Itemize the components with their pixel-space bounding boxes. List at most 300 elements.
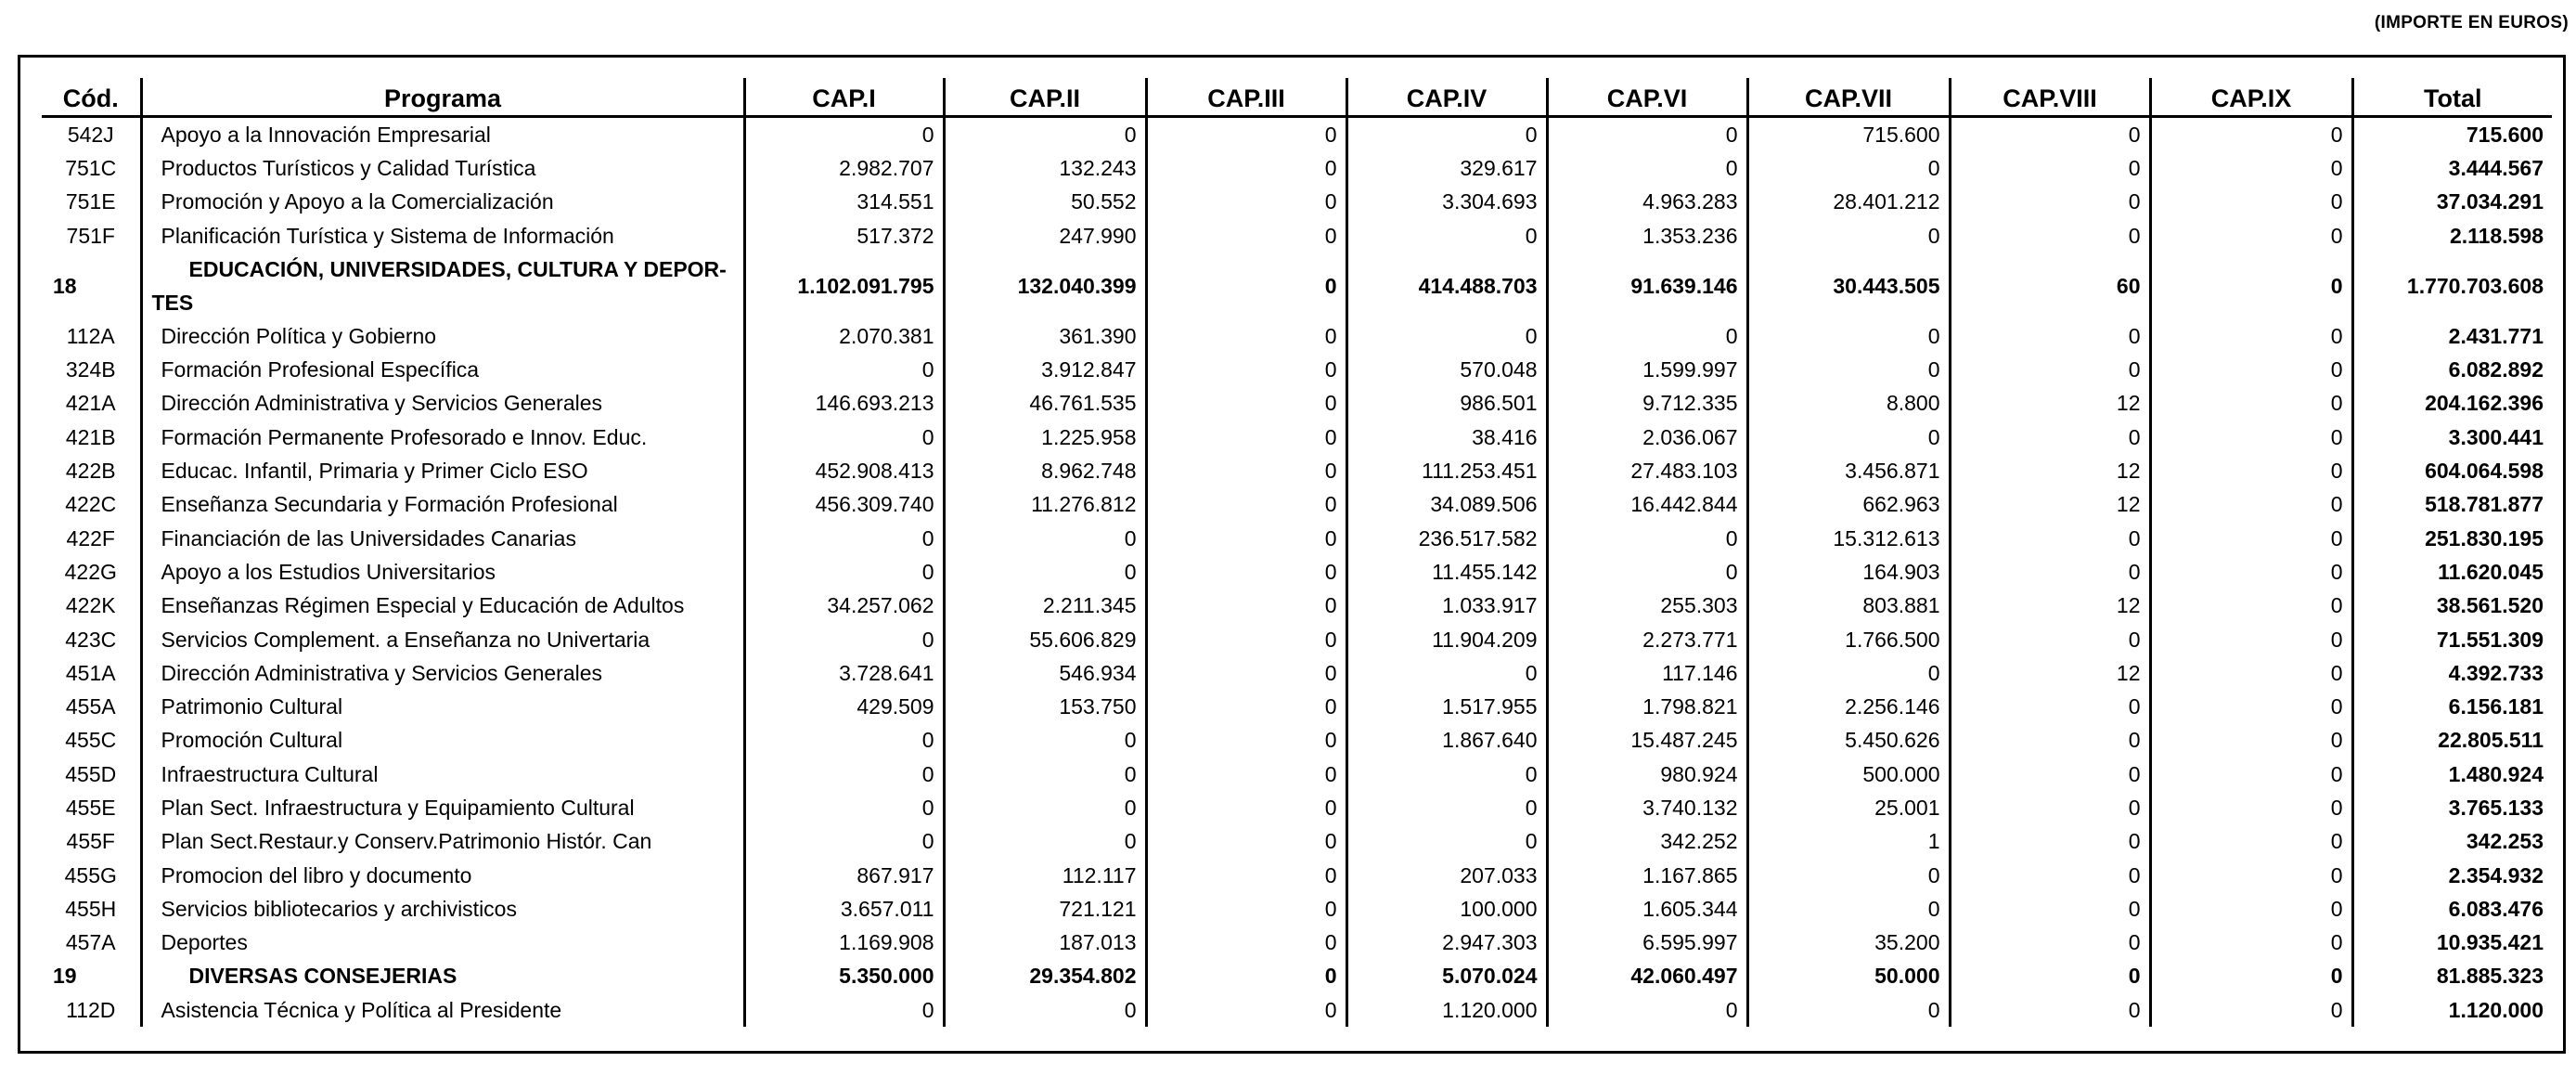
cap-iii-value: 0 [1146, 117, 1346, 152]
cap-viii-value: 60 [1950, 253, 2150, 319]
cap-viii-value: 0 [1950, 319, 2150, 353]
col-cap-iv-header: CAP.IV [1346, 78, 1547, 117]
cap-viii-value: 0 [1950, 353, 2150, 386]
cap-i-value: 867.917 [744, 859, 944, 892]
table-row [42, 353, 2552, 386]
table-row [42, 690, 2552, 723]
cap-ii-value: 0 [944, 555, 1146, 589]
total-value: 10.935.421 [2436, 930, 2544, 955]
cap-vii-value: 28.401.212 [1747, 186, 1950, 219]
cap-viii-value: 0 [1950, 219, 2150, 253]
table-row [42, 454, 2552, 487]
cap-iv-value: 11.904.209 [1346, 623, 1547, 656]
table-row [42, 758, 2552, 791]
program-code: 18 [42, 253, 141, 319]
cap-iii-value: 0 [1146, 791, 1346, 824]
program-code: 421B [42, 421, 141, 454]
cap-ii-value: 361.390 [944, 319, 1146, 353]
cap-iv-value: 0 [1346, 791, 1547, 824]
program-code: 455H [42, 892, 141, 926]
program-name: Enseñanza Secundaria y Formación Profesional [141, 488, 744, 522]
cap-vi-value: 91.639.146 [1547, 253, 1747, 319]
program-name: Formación Permanente Profesorado e Innov. Educ. [141, 421, 744, 454]
cap-viii-value: 0 [1950, 926, 2150, 960]
cap-iii-value: 0 [1146, 454, 1346, 487]
program-name: Deportes [141, 926, 744, 960]
cap-vii-value: 2.256.146 [1747, 690, 1950, 723]
section-row [42, 960, 2552, 993]
total-value: 6.083.476 [2448, 896, 2544, 921]
table-row [42, 656, 2552, 690]
table-row [42, 117, 2552, 152]
cap-vi-value: 2.036.067 [1547, 421, 1747, 454]
cap-iii-value: 0 [1146, 488, 1346, 522]
cap-viii-value: 0 [1950, 186, 2150, 219]
total-value: 2.431.771 [2448, 323, 2544, 348]
cap-iv-value: 2.947.303 [1346, 926, 1547, 960]
col-programa-header: Programa [141, 78, 744, 117]
section-name: DIVERSAS CONSEJERIAS [141, 960, 744, 993]
cap-vii-value: 1.766.500 [1747, 623, 1950, 656]
cap-ix-value: 0 [2150, 623, 2352, 656]
cap-iv-value: 570.048 [1346, 353, 1547, 386]
cap-ix-value: 0 [2150, 825, 2352, 859]
cap-vii-value: 0 [1747, 993, 1950, 1027]
col-cap-iii-header: CAP.III [1146, 78, 1346, 117]
cap-ix-value: 0 [2150, 758, 2352, 791]
cap-iv-value: 0 [1346, 656, 1547, 690]
cap-viii-value: 0 [1950, 758, 2150, 791]
cap-ix-value: 0 [2150, 993, 2352, 1027]
cap-iv-value: 38.416 [1346, 421, 1547, 454]
cap-vii-value: 8.800 [1747, 387, 1950, 421]
budget-table [42, 78, 2552, 1027]
cap-vii-value: 164.903 [1747, 555, 1950, 589]
program-name: Plan Sect.Restaur.y Conserv.Patrimonio Histór. Can [141, 825, 744, 859]
cap-vi-value: 0 [1547, 993, 1747, 1027]
cap-iv-value: 1.033.917 [1346, 589, 1547, 623]
total-value: 715.600 [2466, 122, 2544, 147]
cap-i-value: 0 [744, 623, 944, 656]
cap-iv-value: 11.455.142 [1346, 555, 1547, 589]
col-cap-ii-header: CAP.II [944, 78, 1146, 117]
total-value: 11.620.045 [2438, 559, 2544, 584]
cap-iii-value: 0 [1146, 319, 1346, 353]
cap-viii-value: 0 [1950, 993, 2150, 1027]
total-value: 71.551.309 [2436, 627, 2544, 652]
cap-ii-value: 112.117 [944, 859, 1146, 892]
program-name: Formación Profesional Específica [141, 353, 744, 386]
cap-viii-value: 0 [1950, 825, 2150, 859]
table-row [42, 926, 2552, 960]
cap-ii-value: 0 [944, 758, 1146, 791]
table-row [42, 825, 2552, 859]
cap-ii-value: 0 [944, 791, 1146, 824]
cap-vi-value: 0 [1547, 319, 1747, 353]
table-row [42, 421, 2552, 454]
cap-iv-value: 0 [1346, 117, 1547, 152]
col-cap-ix-header: CAP.IX [2150, 78, 2352, 117]
program-code: 324B [42, 353, 141, 386]
cap-iii-value: 0 [1146, 892, 1346, 926]
cap-ii-value: 132.040.399 [944, 253, 1146, 319]
table-row [42, 219, 2552, 253]
cap-ix-value: 0 [2150, 353, 2352, 386]
cap-ii-value: 1.225.958 [944, 421, 1146, 454]
program-code: 112D [42, 993, 141, 1027]
program-code: 542J [42, 117, 141, 152]
total-value: 251.830.195 [2425, 525, 2544, 550]
cap-i-value: 0 [744, 791, 944, 824]
cap-iii-value: 0 [1146, 993, 1346, 1027]
program-code: 422C [42, 488, 141, 522]
cap-ix-value: 0 [2150, 892, 2352, 926]
cap-ix-value: 0 [2150, 186, 2352, 219]
cap-iii-value: 0 [1146, 589, 1346, 623]
cap-iv-value: 414.488.703 [1346, 253, 1547, 319]
program-code: 421A [42, 387, 141, 421]
cap-vii-value: 0 [1747, 421, 1950, 454]
cap-viii-value: 0 [1950, 892, 2150, 926]
table-row [42, 319, 2552, 353]
cap-i-value: 314.551 [744, 186, 944, 219]
section-name: EDUCACIÓN, UNIVERSIDADES, CULTURA Y DEPOR-TES [141, 253, 744, 319]
program-code: 457A [42, 926, 141, 960]
cap-vi-value: 117.146 [1547, 656, 1747, 690]
total-value: 3.444.567 [2448, 155, 2544, 180]
total-value: 204.162.396 [2425, 391, 2544, 416]
cap-ix-value: 0 [2150, 656, 2352, 690]
cap-viii-value: 12 [1950, 488, 2150, 522]
program-code: 422K [42, 589, 141, 623]
program-name: Apoyo a los Estudios Universitarios [141, 555, 744, 589]
cap-vi-value: 1.605.344 [1547, 892, 1747, 926]
cap-ii-value: 0 [944, 993, 1146, 1027]
cap-vi-value: 16.442.844 [1547, 488, 1747, 522]
cap-viii-value: 0 [1950, 791, 2150, 824]
cap-i-value: 1.169.908 [744, 926, 944, 960]
cap-i-value: 452.908.413 [744, 454, 944, 487]
cap-viii-value: 0 [1950, 690, 2150, 723]
cap-ix-value: 0 [2150, 555, 2352, 589]
program-name: Promoción Cultural [141, 724, 744, 758]
table-row [42, 555, 2552, 589]
total-value: 2.354.932 [2448, 862, 2544, 887]
program-name: Infraestructura Cultural [141, 758, 744, 791]
cap-iii-value: 0 [1146, 960, 1346, 993]
program-name: Enseñanzas Régimen Especial y Educación de Adultos [141, 589, 744, 623]
table-row [42, 859, 2552, 892]
cap-ii-value: 132.243 [944, 151, 1146, 185]
col-cap-viii-header: CAP.VIII [1950, 78, 2150, 117]
cap-viii-value: 0 [1950, 960, 2150, 993]
cap-viii-value: 12 [1950, 387, 2150, 421]
cap-iii-value: 0 [1146, 758, 1346, 791]
cap-viii-value: 0 [1950, 117, 2150, 152]
cap-i-value: 146.693.213 [744, 387, 944, 421]
total-value: 81.885.323 [2436, 964, 2544, 989]
cap-iii-value: 0 [1146, 387, 1346, 421]
cap-iv-value: 329.617 [1346, 151, 1547, 185]
program-code: 751F [42, 219, 141, 253]
cap-i-value: 2.070.381 [744, 319, 944, 353]
cap-iii-value: 0 [1146, 926, 1346, 960]
cap-iv-value: 1.517.955 [1346, 690, 1547, 723]
cap-vii-value: 0 [1747, 656, 1950, 690]
program-name: Apoyo a la Innovación Empresarial [141, 117, 744, 152]
unit-note: (IMPORTE EN EUROS) [2374, 13, 2569, 32]
cap-vii-value: 35.200 [1747, 926, 1950, 960]
program-code: 455C [42, 724, 141, 758]
cap-vi-value: 0 [1547, 151, 1747, 185]
cap-i-value: 0 [744, 353, 944, 386]
cap-iii-value: 0 [1146, 353, 1346, 386]
program-code: 455D [42, 758, 141, 791]
cap-iii-value: 0 [1146, 825, 1346, 859]
col-cap-vi-header: CAP.VI [1547, 78, 1747, 117]
program-code: 112A [42, 319, 141, 353]
cap-vii-value: 50.000 [1747, 960, 1950, 993]
cap-iv-value: 1.120.000 [1346, 993, 1547, 1027]
cap-ii-value: 153.750 [944, 690, 1146, 723]
cap-viii-value: 12 [1950, 656, 2150, 690]
cap-viii-value: 0 [1950, 555, 2150, 589]
program-code: 751C [42, 151, 141, 185]
cap-iii-value: 0 [1146, 522, 1346, 555]
cap-vii-value: 0 [1747, 219, 1950, 253]
cap-vi-value: 1.599.997 [1547, 353, 1747, 386]
cap-i-value: 0 [744, 117, 944, 152]
col-cap-vii-header: CAP.VII [1747, 78, 1950, 117]
program-code: 19 [42, 960, 141, 993]
cap-iii-value: 0 [1146, 724, 1346, 758]
total-value: 1.120.000 [2448, 997, 2544, 1022]
table-row [42, 488, 2552, 522]
total-value: 342.253 [2466, 829, 2544, 854]
table-row [42, 151, 2552, 185]
cap-iii-value: 0 [1146, 253, 1346, 319]
cap-viii-value: 0 [1950, 421, 2150, 454]
total-value: 6.156.181 [2448, 694, 2544, 719]
cap-iv-value: 3.304.693 [1346, 186, 1547, 219]
cap-i-value: 34.257.062 [744, 589, 944, 623]
cap-vi-value: 1.798.821 [1547, 690, 1747, 723]
cap-vii-value: 3.456.871 [1747, 454, 1950, 487]
cap-i-value: 3.728.641 [744, 656, 944, 690]
cap-i-value: 0 [744, 825, 944, 859]
cap-i-value: 0 [744, 993, 944, 1027]
table-row [42, 724, 2552, 758]
total-value: 37.034.291 [2436, 189, 2544, 214]
program-code: 422F [42, 522, 141, 555]
cap-vii-value: 803.881 [1747, 589, 1950, 623]
cap-ix-value: 0 [2150, 926, 2352, 960]
cap-vi-value: 0 [1547, 117, 1747, 152]
cap-ii-value: 0 [944, 825, 1146, 859]
program-code: 751E [42, 186, 141, 219]
cap-iv-value: 236.517.582 [1346, 522, 1547, 555]
cap-vi-value: 255.303 [1547, 589, 1747, 623]
program-name: Financiación de las Universidades Canarias [141, 522, 744, 555]
cap-iv-value: 100.000 [1346, 892, 1547, 926]
cap-vi-value: 4.963.283 [1547, 186, 1747, 219]
cap-i-value: 456.309.740 [744, 488, 944, 522]
cap-vii-value: 25.001 [1747, 791, 1950, 824]
cap-i-value: 0 [744, 555, 944, 589]
program-name: Servicios Complement. a Enseñanza no Univertaria [141, 623, 744, 656]
cap-ii-value: 2.211.345 [944, 589, 1146, 623]
cap-vi-value: 342.252 [1547, 825, 1747, 859]
cap-ix-value: 0 [2150, 219, 2352, 253]
program-name: Servicios bibliotecarios y archivisticos [141, 892, 744, 926]
total-value: 3.765.133 [2448, 795, 2544, 820]
cap-ii-value: 8.962.748 [944, 454, 1146, 487]
cap-ii-value: 50.552 [944, 186, 1146, 219]
cap-iv-value: 0 [1346, 825, 1547, 859]
cap-vi-value: 6.595.997 [1547, 926, 1747, 960]
cap-vi-value: 27.483.103 [1547, 454, 1747, 487]
cap-vi-value: 1.353.236 [1547, 219, 1747, 253]
cap-vii-value: 0 [1747, 151, 1950, 185]
table-row [42, 993, 2552, 1027]
cap-i-value: 429.509 [744, 690, 944, 723]
cap-viii-value: 0 [1950, 859, 2150, 892]
cap-vi-value: 980.924 [1547, 758, 1747, 791]
cap-vi-value: 3.740.132 [1547, 791, 1747, 824]
program-code: 455F [42, 825, 141, 859]
cap-iv-value: 0 [1346, 219, 1547, 253]
cap-iii-value: 0 [1146, 421, 1346, 454]
cap-viii-value: 12 [1950, 454, 2150, 487]
cap-i-value: 0 [744, 724, 944, 758]
program-name: Plan Sect. Infraestructura y Equipamiento Cultural [141, 791, 744, 824]
cap-viii-value: 0 [1950, 151, 2150, 185]
table-body [42, 117, 2552, 1028]
cap-viii-value: 0 [1950, 522, 2150, 555]
cap-viii-value: 0 [1950, 724, 2150, 758]
cap-iii-value: 0 [1146, 859, 1346, 892]
cap-vi-value: 1.167.865 [1547, 859, 1747, 892]
cap-ii-value: 0 [944, 724, 1146, 758]
cap-vii-value: 30.443.505 [1747, 253, 1950, 319]
program-code: 455A [42, 690, 141, 723]
cap-ix-value: 0 [2150, 791, 2352, 824]
cap-vii-value: 1 [1747, 825, 1950, 859]
cap-iv-value: 34.089.506 [1346, 488, 1547, 522]
program-code: 422B [42, 454, 141, 487]
cap-ix-value: 0 [2150, 690, 2352, 723]
table-row [42, 589, 2552, 623]
cap-i-value: 0 [744, 421, 944, 454]
col-total-header: Total [2352, 78, 2552, 117]
cap-ii-value: 29.354.802 [944, 960, 1146, 993]
header-row [42, 78, 2552, 117]
cap-ii-value: 0 [944, 522, 1146, 555]
cap-ix-value: 0 [2150, 117, 2352, 152]
program-name: Planificación Turística y Sistema de Información [141, 219, 744, 253]
cap-vi-value: 9.712.335 [1547, 387, 1747, 421]
program-code: 423C [42, 623, 141, 656]
cap-vii-value: 15.312.613 [1747, 522, 1950, 555]
cap-vii-value: 5.450.626 [1747, 724, 1950, 758]
cap-ii-value: 0 [944, 117, 1146, 152]
table-row [42, 623, 2552, 656]
program-code: 455G [42, 859, 141, 892]
cap-vii-value: 0 [1747, 319, 1950, 353]
program-name: Promoción y Apoyo a la Comercialización [141, 186, 744, 219]
total-value: 38.561.520 [2436, 593, 2544, 618]
cap-ii-value: 187.013 [944, 926, 1146, 960]
cap-ix-value: 0 [2150, 387, 2352, 421]
cap-iii-value: 0 [1146, 555, 1346, 589]
cap-iv-value: 0 [1346, 758, 1547, 791]
cap-i-value: 0 [744, 522, 944, 555]
cap-vii-value: 662.963 [1747, 488, 1950, 522]
cap-vi-value: 42.060.497 [1547, 960, 1747, 993]
cap-ix-value: 0 [2150, 319, 2352, 353]
cap-iv-value: 986.501 [1346, 387, 1547, 421]
cap-i-value: 5.350.000 [744, 960, 944, 993]
program-code: 422G [42, 555, 141, 589]
cap-iv-value: 111.253.451 [1346, 454, 1547, 487]
total-value: 1.770.703.608 [2406, 273, 2544, 298]
cap-ix-value: 0 [2150, 488, 2352, 522]
cap-vii-value: 715.600 [1747, 117, 1950, 152]
cap-i-value: 2.982.707 [744, 151, 944, 185]
cap-ii-value: 46.761.535 [944, 387, 1146, 421]
cap-viii-value: 12 [1950, 589, 2150, 623]
cap-vii-value: 0 [1747, 353, 1950, 386]
cap-vi-value: 0 [1547, 522, 1747, 555]
program-name: Patrimonio Cultural [141, 690, 744, 723]
cap-ii-value: 546.934 [944, 656, 1146, 690]
cap-ii-value: 55.606.829 [944, 623, 1146, 656]
cap-iv-value: 1.867.640 [1346, 724, 1547, 758]
total-value: 1.480.924 [2448, 761, 2544, 786]
cap-ix-value: 0 [2150, 859, 2352, 892]
total-value: 2.118.598 [2449, 223, 2544, 248]
table-row [42, 522, 2552, 555]
cap-ix-value: 0 [2150, 421, 2352, 454]
cap-iv-value: 0 [1346, 319, 1547, 353]
program-name: Dirección Política y Gobierno [141, 319, 744, 353]
cap-ix-value: 0 [2150, 454, 2352, 487]
cap-i-value: 3.657.011 [744, 892, 944, 926]
cap-ix-value: 0 [2150, 589, 2352, 623]
table-row [42, 791, 2552, 824]
cap-ii-value: 3.912.847 [944, 353, 1146, 386]
program-code: 451A [42, 656, 141, 690]
cap-iii-value: 0 [1146, 219, 1346, 253]
cap-ii-value: 721.121 [944, 892, 1146, 926]
cap-iii-value: 0 [1146, 623, 1346, 656]
cap-i-value: 0 [744, 758, 944, 791]
cap-ix-value: 0 [2150, 960, 2352, 993]
cap-ii-value: 247.990 [944, 219, 1146, 253]
cap-i-value: 517.372 [744, 219, 944, 253]
total-value: 518.781.877 [2425, 492, 2544, 517]
col-cod-header: Cód. [42, 78, 141, 117]
program-code: 455E [42, 791, 141, 824]
total-value: 3.300.441 [2448, 424, 2544, 449]
total-value: 4.392.733 [2448, 660, 2544, 685]
cap-iv-value: 207.033 [1346, 859, 1547, 892]
program-name: Asistencia Técnica y Política al Presidente [141, 993, 744, 1027]
cap-vii-value: 0 [1747, 892, 1950, 926]
cap-vii-value: 500.000 [1747, 758, 1950, 791]
cap-viii-value: 0 [1950, 623, 2150, 656]
cap-i-value: 1.102.091.795 [744, 253, 944, 319]
